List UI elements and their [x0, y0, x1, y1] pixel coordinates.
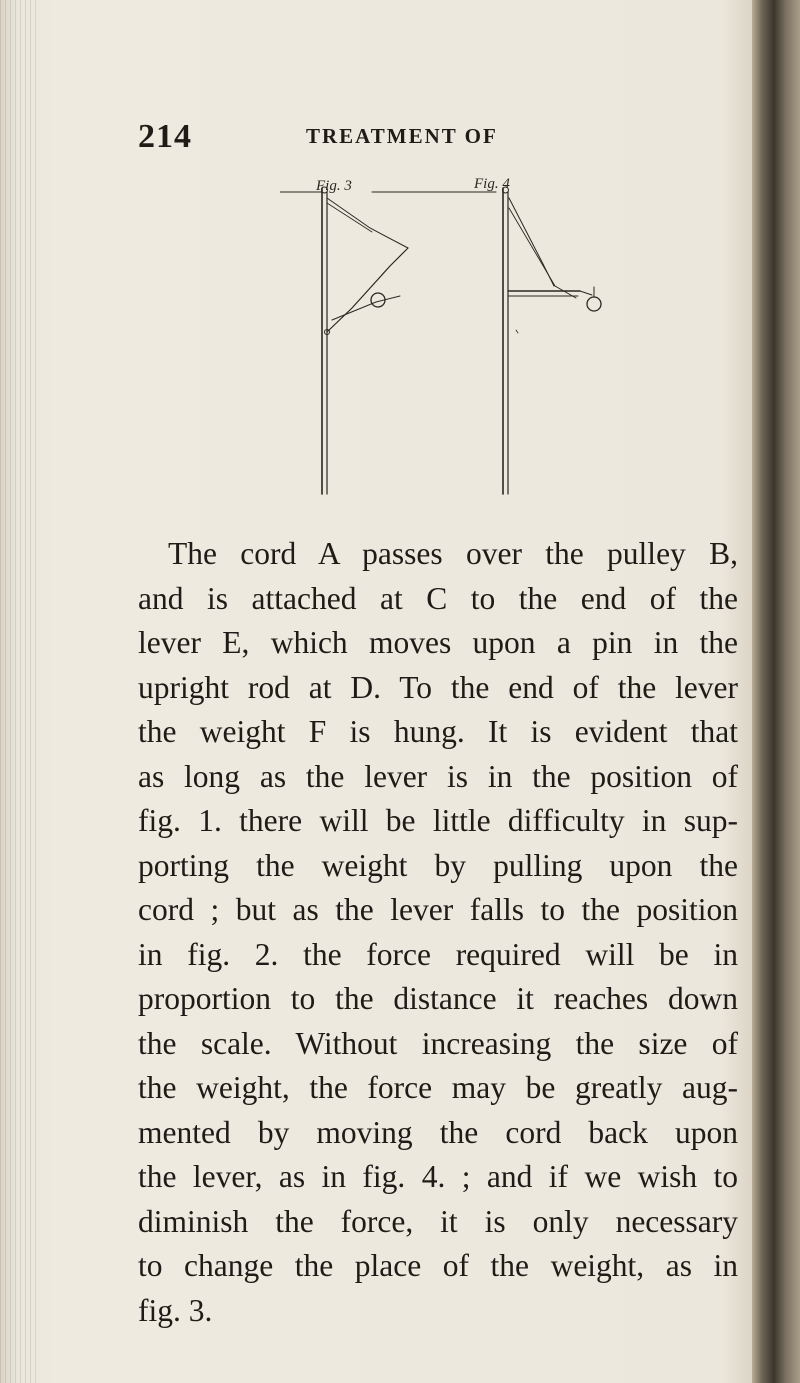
text-line: cord ; but as the lever falls to the position	[138, 892, 738, 927]
fig-4-label: Fig. 4	[474, 176, 510, 192]
text-line: fig. 3.	[138, 1292, 213, 1328]
text-line: the lever, as in fig. 4. ; and if we wish to	[138, 1159, 738, 1194]
fig-4-diagram	[372, 187, 601, 494]
text-line: porting the weight by pulling upon the	[138, 847, 738, 883]
text-line: the weight F is hung. It is evident that	[138, 714, 738, 749]
fig-3-label: Fig. 3	[316, 178, 352, 194]
text-line: diminish the force, it is only necessary	[138, 1203, 738, 1239]
text-line: proportion to the distance it reaches down	[138, 981, 738, 1016]
page-number: 214	[138, 118, 192, 155]
text-line: to change the place of the weight, as in	[138, 1248, 738, 1283]
page-binding-edge	[0, 0, 40, 1383]
text-line: in fig. 2. the force required will be in	[138, 936, 738, 972]
text-line: fig. 1. there will be little difficulty in sup-	[138, 803, 738, 838]
lever-figures-illustration	[280, 170, 640, 510]
text-line: mented by moving the cord back upon	[138, 1114, 738, 1150]
text-line: and is attached at C to the end of the	[138, 580, 738, 616]
text-line: The cord A passes over the pulley B,	[168, 536, 738, 571]
text-line: lever E, which moves upon a pin in the	[138, 625, 738, 660]
fig-3-diagram	[280, 187, 408, 494]
body-text	[138, 532, 738, 1333]
running-head: TREATMENT OF	[306, 124, 498, 148]
text-line: as long as the lever is in the position of	[138, 758, 738, 794]
page-fore-edge	[752, 0, 800, 1383]
text-line: the scale. Without increasing the size of	[138, 1025, 738, 1061]
text-line: the weight, the force may be greatly aug-	[138, 1070, 738, 1105]
text-line: upright rod at D. To the end of the lever	[138, 669, 738, 705]
